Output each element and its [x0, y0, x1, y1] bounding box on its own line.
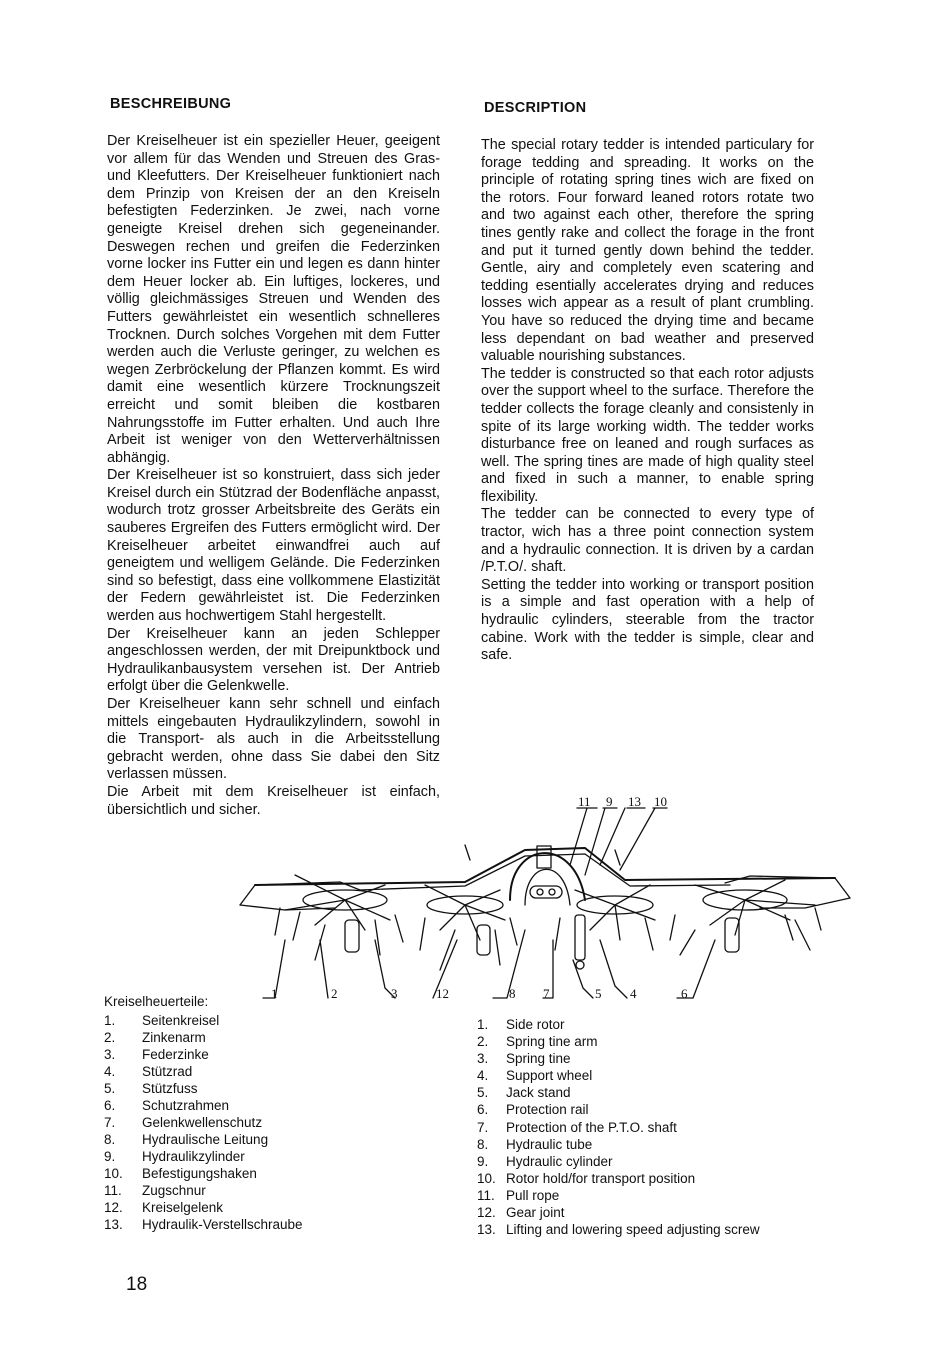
german-paragraph: Die Arbeit mit dem Kreiselheuer ist einfach, übersichtlich und sicher.	[107, 783, 440, 818]
german-paragraph: Der Kreiselheuer ist so konstruiert, dass sich jeder Kreisel durch ein Stützrad der Bodenfläche anpasst, wodurch trotz grosser Arbeitsbreite des Geräts ein sauberes Ergreifen des Futters ermöglicht wird. Der Kreiselheuer arbeitet einwandfrei auch auf geneigtem und welligem Gelände. Die Federzinken sind so befestigt, dass eine vollkommene Elastizität der Federn gewährleistet ist. Die Federzinken werden aus hochwertigem Stahl hergestellt.	[107, 467, 440, 625]
item-label: Gear joint	[506, 1205, 565, 1221]
item-label: Stützfuss	[142, 1081, 198, 1096]
english-paragraph: The tedder is constructed so that each rotor adjusts over the support wheel to the surface. Therefore the tedder collects the forage cleanly and consistenly in spite of its large working width. The tedder works disturbance free on leaned and rough surfaces as well. The spring tines are made of high quality steel and fixed in such a manner, to enable spring flexibility.	[481, 365, 814, 505]
callout-1: 1	[271, 986, 278, 1001]
list-item	[477, 1153, 760, 1170]
item-number: 4.	[104, 1064, 116, 1079]
list-item	[104, 1063, 303, 1080]
item-label: Hydraulic cylinder	[506, 1153, 613, 1169]
item-number: 5.	[104, 1081, 116, 1096]
item-number: 9.	[477, 1153, 489, 1169]
item-number: 12.	[477, 1205, 496, 1221]
list-item	[477, 1067, 760, 1084]
list-item	[104, 1080, 303, 1097]
item-number: 13.	[477, 1222, 496, 1238]
list-item	[104, 1046, 303, 1063]
item-number: 13.	[104, 1217, 123, 1232]
item-label: Federzinke	[142, 1047, 209, 1062]
list-item	[104, 1114, 303, 1131]
list-item	[104, 1148, 303, 1165]
item-label: Rotor hold/for transport position	[506, 1170, 696, 1186]
german-paragraph: Der Kreiselheuer kann sehr schnell und einfach mittels eingebauten Hydraulikzylindern, sowohl in die Transport- als auch in die Arbeitsstellung gebracht werden, ohne dass Sie dabei den Sitz verlassen müssen.	[107, 696, 440, 783]
callout-11: 11	[578, 794, 591, 809]
list-item	[477, 1187, 760, 1204]
callout-13: 13	[628, 794, 641, 809]
english-paragraph: The special rotary tedder is intended particulary for forage tedding and spreading. It works on the principle of rotating spring tines wich are fixed on the rotors. Four forward leaned rotors rotate two and two against each other, therefore the spring tines gently rake and collect the forage in the front and put it turned gently down behind the tedder. Gentle, airy and completely even scatering and tedding esentially accelerates drying and reduces losses wich appear as a result of plant crumbling. You have so reduced the drying time and became less dependant on bad weather and preserved valuable nourishing substances.	[481, 137, 814, 365]
list-item	[477, 1016, 760, 1033]
item-number: 3.	[477, 1051, 489, 1067]
item-number: 10.	[477, 1170, 496, 1186]
item-label: Protection rail	[506, 1102, 589, 1118]
item-label: Lifting and lowering speed adjusting screw	[506, 1222, 760, 1238]
list-item	[477, 1033, 760, 1050]
item-number: 10.	[104, 1166, 123, 1181]
item-number: 6.	[477, 1102, 489, 1118]
item-label: Side rotor	[506, 1017, 565, 1032]
list-item	[477, 1221, 760, 1238]
list-item	[477, 1084, 760, 1101]
callout-4: 4	[630, 986, 637, 1001]
heading-beschreibung: BESCHREIBUNG	[110, 96, 232, 112]
item-number: 9.	[104, 1149, 116, 1164]
item-number: 2.	[477, 1034, 489, 1050]
list-item	[104, 1131, 303, 1148]
parts-list-german	[104, 1012, 303, 1233]
parts-list-english	[477, 1016, 760, 1238]
item-label: Zugschnur	[142, 1183, 206, 1198]
list-item	[477, 1204, 760, 1221]
heading-description: DESCRIPTION	[484, 100, 587, 116]
list-item	[104, 1097, 303, 1114]
list-item	[104, 1216, 303, 1233]
item-label: Support wheel	[506, 1068, 593, 1084]
item-label: Spring tine	[506, 1051, 571, 1067]
item-number: 7.	[104, 1115, 116, 1130]
item-label: Spring tine arm	[506, 1034, 598, 1050]
item-label: Kreiselgelenk	[142, 1200, 224, 1215]
item-label: Zinkenarm	[142, 1030, 206, 1045]
list-item	[104, 1012, 303, 1029]
item-number: 3.	[104, 1047, 116, 1062]
list-item	[104, 1029, 303, 1046]
item-number: 2.	[104, 1030, 116, 1045]
callout-6: 6	[681, 986, 688, 1001]
list-item	[477, 1136, 760, 1153]
english-paragraph: Setting the tedder into working or transport position is a simple and fast operation with a help of hydraulic cylinders, steerable from the tractor cabine. Work with the tedder is simple, clear and safe.	[481, 576, 814, 664]
list-item	[477, 1119, 760, 1136]
german-paragraph: Der Kreiselheuer kann an jeden Schlepper angeschlossen werden, der mit Dreipunktbock und Hydraulikanbausystem versehen ist. Der Antrieb erfolgt über die Gelenkwelle.	[107, 625, 440, 695]
item-label: Hydraulik-Verstellschraube	[142, 1217, 303, 1232]
english-paragraph: The tedder can be connected to every type of tractor, wich has a three point connection system and a hydraulic connection. It is driven by a cardan /P.T.O/. shaft.	[481, 506, 814, 576]
item-number: 1.	[104, 1013, 116, 1028]
item-label: Protection of the P.T.O. shaft	[506, 1119, 677, 1135]
english-description	[481, 137, 814, 665]
item-number: 6.	[104, 1098, 116, 1113]
item-number: 5.	[477, 1085, 489, 1101]
item-label: Pull rope	[506, 1187, 560, 1203]
item-label: Stützrad	[142, 1064, 193, 1079]
item-label: Seitenkreisel	[142, 1013, 220, 1028]
callout-5: 5	[595, 986, 602, 1001]
list-item	[477, 1050, 760, 1067]
german-paragraph: Der Kreiselheuer ist ein spezieller Heuer, geeigent vor allem für das Wenden und Streuen des Gras- und Kleefutters. Der Kreiselheuer funktioniert nach dem Prinzip von Kreisen der an den Kreiseln befestigten Federzinken. Je zwei, nach vorne geneigte Kreisel drehen sich gegeneinander. Deswegen rechen und greifen die Federzinken vorne locker ins Futter ein und legen es dann hinter dem Heuer locker ab. Ein luftiges, lockeres, und völlig gleichmässiges Streuen und Wenden des Futters gewährleistet ein wesentlich schnelleres Trocknen. Durch solches Vorgehen mit dem Futter werden auch die Verluste geringer, zu welchen es wegen Zerbröckelung der Pflanzen kommt. Es wird damit eine wesentlich kürzere Trocknungszeit erreicht und somit bleiben die kostbaren Nahrungsstoffe im Futter erhalten. Und auch Ihre Arbeit ist weniger von den Wetterverhältnissen abhängig.	[107, 133, 440, 466]
callout-7: 7	[543, 986, 550, 1001]
item-label: Befestigungshaken	[142, 1166, 257, 1181]
item-number: 1.	[477, 1017, 489, 1032]
item-label: Jack stand	[506, 1085, 571, 1101]
item-label: Hydraulische Leitung	[142, 1132, 269, 1147]
callout-10: 10	[654, 794, 667, 809]
callout-3: 3	[391, 986, 398, 1001]
item-label: Schutzrahmen	[142, 1098, 230, 1113]
german-description	[107, 133, 440, 819]
rotary-tedder-diagram	[225, 790, 865, 1015]
item-number: 11.	[104, 1183, 122, 1198]
list-item	[104, 1165, 303, 1182]
item-label: Hydraulic tube	[506, 1136, 593, 1152]
list-item	[104, 1199, 303, 1216]
list-item	[104, 1182, 303, 1199]
callout-12: 12	[436, 986, 449, 1001]
item-number: 4.	[477, 1068, 489, 1084]
item-number: 12.	[104, 1200, 123, 1215]
item-number: 8.	[104, 1132, 116, 1147]
callout-2: 2	[331, 986, 338, 1001]
parts-list-title: Kreiselheuerteile:	[104, 994, 209, 1009]
page-number: 18	[126, 1274, 148, 1295]
item-number: 7.	[477, 1119, 489, 1135]
callout-8: 8	[509, 986, 516, 1001]
item-label: Gelenkwellenschutz	[142, 1115, 263, 1130]
item-label: Hydraulikzylinder	[142, 1149, 245, 1164]
callout-9: 9	[606, 794, 613, 809]
list-item	[477, 1170, 760, 1187]
item-number: 8.	[477, 1136, 489, 1152]
list-item	[477, 1101, 760, 1118]
item-number: 11.	[477, 1187, 495, 1203]
